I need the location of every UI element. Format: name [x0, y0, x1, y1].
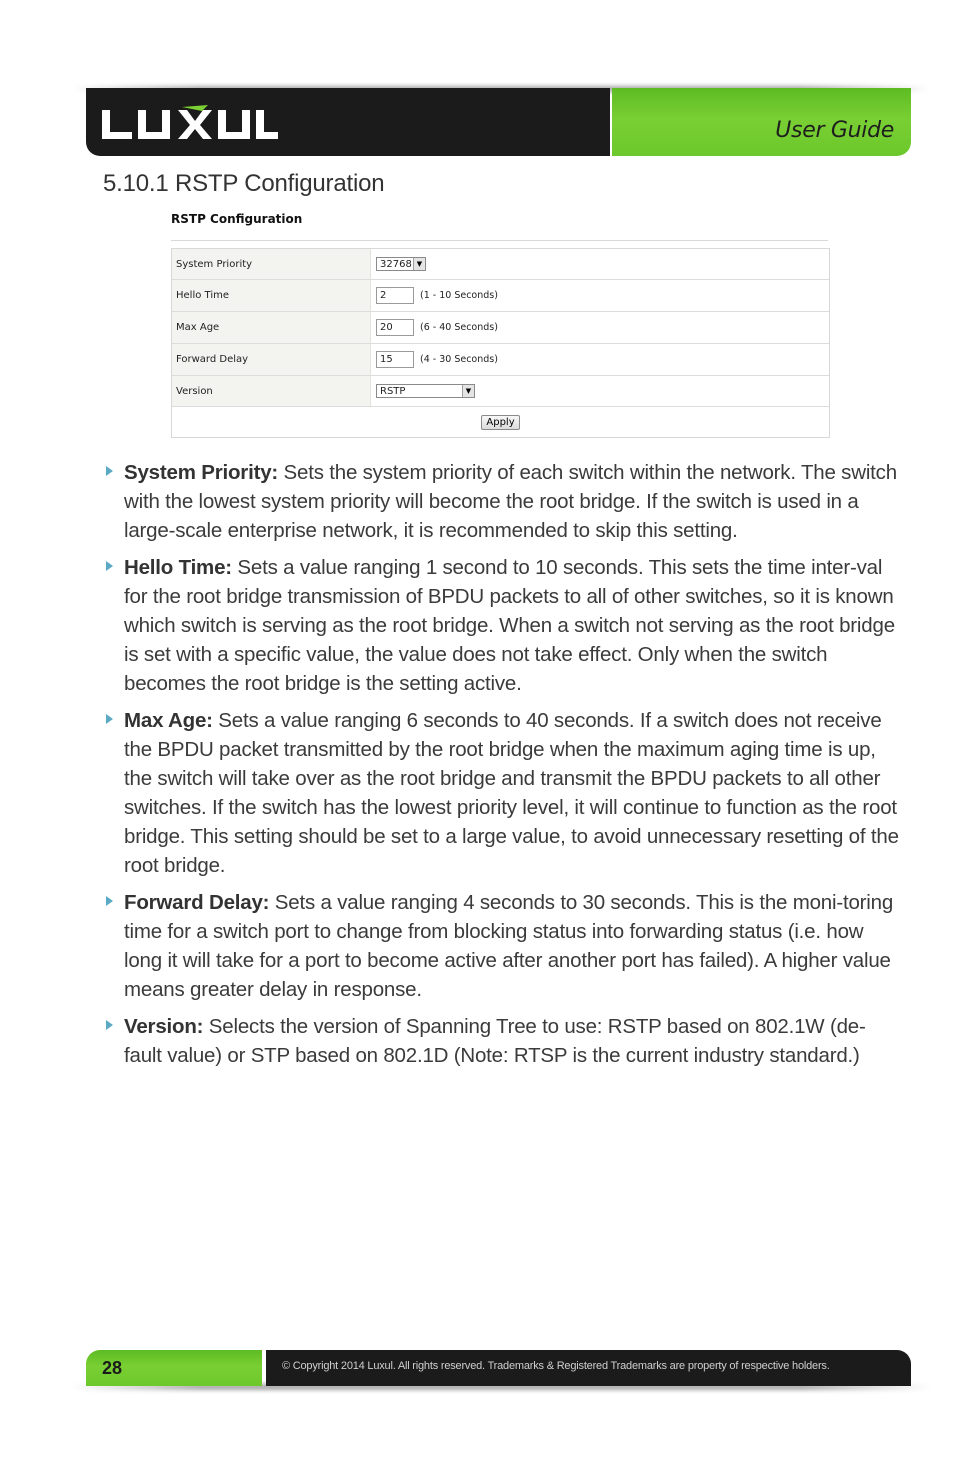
row-version — [172, 376, 829, 407]
row-hello-time — [172, 280, 829, 312]
chevron-down-icon: ▼ — [413, 258, 425, 270]
list-item — [103, 458, 903, 545]
version-value: RSTP — [380, 385, 406, 397]
bullet-term: Forward Delay: — [124, 891, 270, 914]
chevron-down-icon: ▼ — [462, 385, 474, 397]
bullet-arrow-icon — [106, 714, 113, 724]
bullet-text: Sets a value ranging 4 seconds to 30 seconds. This is the moni-toring time for a switch port to change from blocking status into forwarding status (i.e. how long it will take for a port to become active after another port has failed). A higher value means greater delay in response. — [124, 891, 894, 1001]
bullet-term: Max Age: — [124, 709, 213, 732]
max-age-label: Max Age — [172, 312, 371, 343]
max-age-input[interactable]: 20 — [376, 319, 414, 336]
apply-row — [172, 407, 829, 437]
list-item — [103, 888, 903, 1004]
hello-time-range: (1 - 10 Seconds) — [420, 290, 498, 301]
section-heading: 5.10.1 RSTP Configuration — [103, 170, 385, 197]
bullet-text: Sets a value ranging 1 second to 10 seconds. This sets the time inter-val for the root bridge transmission of BPDU packets to all of other switches, so it is known which switch is serving as the root bridge. When a switch not serving as the root bridge is set with a specific value, the value does not take effect. Only when the switch becomes the root bridge is the setting active. — [124, 556, 895, 695]
forward-delay-input[interactable]: 15 — [376, 351, 414, 368]
copyright-notice: © Copyright 2014 Luxul. All rights reserved. Trademarks & Registered Trademarks are property of respective holders. — [282, 1360, 830, 1372]
guide-title: User Guide — [775, 118, 894, 143]
row-max-age — [172, 312, 829, 344]
setting-descriptions — [103, 458, 903, 1078]
hello-time-label: Hello Time — [172, 280, 371, 311]
version-select[interactable] — [376, 384, 475, 398]
bullet-arrow-icon — [106, 466, 113, 476]
config-panel-divider — [171, 240, 828, 241]
bullet-term: System Priority: — [124, 461, 279, 484]
row-system-priority — [172, 249, 829, 280]
bullet-term: Version: — [124, 1015, 204, 1038]
max-age-range: (6 - 40 Seconds) — [420, 322, 498, 333]
system-priority-select[interactable] — [376, 257, 426, 271]
bullet-term: Hello Time: — [124, 556, 232, 579]
page-number: 28 — [102, 1358, 123, 1378]
bullet-text: Sets a value ranging 6 seconds to 40 seconds. If a switch does not receive the BPDU packet transmitted by the root bridge when the maximum aging time is up, the switch will take over as the root bridge and transmit the BPDU packets to all other switches. If the switch has the lowest priority level, it will continue to function as the root bridge. This setting should be set to a large value, to avoid unnecessary resetting of the root bridge. — [124, 709, 899, 877]
bullet-text: Selects the version of Spanning Tree to use: RSTP based on 802.1W (de-fault value) or STP based on 802.1D (Note: RTSP is the current industry standard.) — [124, 1015, 866, 1067]
bullet-arrow-icon — [106, 561, 113, 571]
row-forward-delay — [172, 344, 829, 376]
version-label: Version — [172, 376, 371, 406]
bullet-text: Sets the system priority of each switch within the network. The switch with the lowest system priority will become the root bridge. If the switch is used in a large-scale enterprise network, it is recommended to skip this setting. — [124, 461, 897, 542]
system-priority-value: 32768 — [380, 258, 412, 270]
config-panel-title: RSTP Configuration — [171, 212, 303, 226]
bullet-arrow-icon — [106, 1020, 113, 1030]
forward-delay-range: (4 - 30 Seconds) — [420, 354, 498, 365]
bullet-arrow-icon — [106, 896, 113, 906]
config-table — [171, 248, 830, 438]
forward-delay-label: Forward Delay — [172, 344, 371, 375]
list-item — [103, 1012, 903, 1070]
apply-button[interactable]: Apply — [481, 415, 519, 430]
luxul-logo — [100, 104, 280, 144]
hello-time-input[interactable]: 2 — [376, 287, 414, 304]
list-item — [103, 706, 903, 880]
list-item — [103, 553, 903, 698]
system-priority-label: System Priority — [172, 249, 371, 279]
